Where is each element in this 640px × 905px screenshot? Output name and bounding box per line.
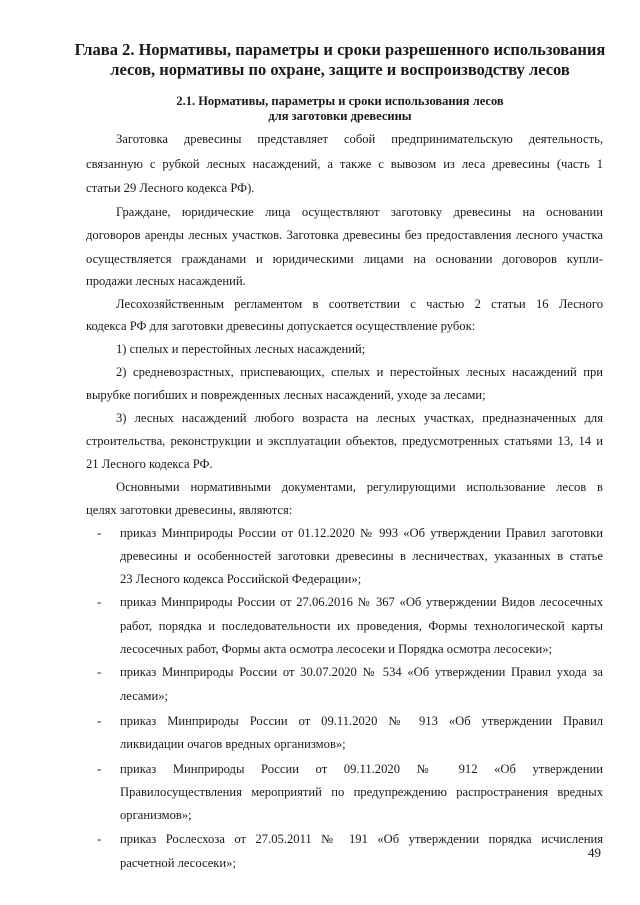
section-title-line: для заготовки древесины [268, 109, 412, 123]
bullet-item-line: древесины и особенностей заготовки древесины в лесничествах, указанных в статье [120, 549, 603, 563]
bullet-dash: - [97, 761, 102, 776]
bullet-item: приказ Минприроды России от 01.12.2020 № 993 «Об утверждении Правил заготовки [120, 526, 603, 540]
bullet-item-line: лесами»; [120, 689, 169, 703]
paragraph-line: статьи 29 Лесного кодекса РФ). [86, 181, 255, 195]
paragraph-line: осуществляется гражданами и юридическими лицами на основании договоров купли- [86, 252, 603, 266]
bullet-item: приказ Минприроды России от 09.11.2020 № 913 «Об утверждении Правил [120, 714, 603, 728]
bullet-item-line: лесосечных работ, Формы акта осмотра лесосеки и Порядка осмотра лесосеки»; [120, 642, 553, 656]
bullet-item: приказ Минприроды России от 27.06.2016 № 367 «Об утверждении Видов лесосечных [120, 595, 603, 609]
list-item-line: строительства, реконструкции и эксплуатации объектов, предусмотренных статьями 13, 14 и [86, 434, 603, 448]
paragraph-line: Заготовка древесины представляет собой предпринимательскую деятельность, [116, 132, 603, 146]
paragraph-line: связанную с рубкой лесных насаждений, а также с вывозом из леса древесины (часть 1 [86, 157, 603, 171]
paragraph-line: целях заготовки древесины, являются: [86, 503, 293, 517]
bullet-item: приказ Рослесхоза от 27.05.2011 № 191 «Об утверждении порядка исчисления [120, 832, 603, 846]
bullet-item-line: ликвидации очагов вредных организмов»; [120, 737, 346, 751]
bullet-item-line: организмов»; [120, 808, 192, 822]
bullet-item-line: Правилосуществления мероприятий по предупреждению распространения вредных [120, 785, 603, 799]
paragraph-line: Лесохозяйственным регламентом в соответствии с частью 2 статьи 16 Лесного [116, 297, 603, 311]
bullet-dash: - [97, 594, 102, 609]
section-title [90, 94, 590, 124]
chapter-title [60, 40, 620, 80]
paragraph-line: кодекса РФ для заготовки древесины допускается осуществление рубок: [86, 319, 476, 333]
bullet-item-line: расчетной лесосеки»; [120, 856, 236, 870]
bullet-item: приказ Минприроды России от 09.11.2020 № 912 «Об утверждении [120, 762, 603, 776]
bullet-dash: - [97, 713, 102, 728]
list-item: 2) средневозрастных, приспевающих, спелых и перестойных лесных насаждений при [116, 365, 603, 379]
list-item-line: вырубке погибших и поврежденных лесных насаждений, уходе за лесами; [86, 388, 486, 402]
bullet-item-line: 23 Лесного кодекса Российской Федерации»; [120, 572, 362, 586]
paragraph-line: договоров аренды лесных участков. Заготовка древесины без предоставления лесного участка [86, 228, 603, 242]
list-item-line: 21 Лесного кодекса РФ. [86, 457, 213, 471]
bullet-item-line: работ, порядка и последовательности их проведения, Формы технологической карты [120, 619, 603, 633]
list-item: 1) спелых и перестойных лесных насаждений; [116, 342, 366, 356]
paragraph-line: продажи лесных насаждений. [86, 274, 246, 288]
bullet-dash: - [97, 525, 102, 540]
paragraph-line: Основными нормативными документами, регулирующими использование лесов в [116, 480, 603, 494]
bullet-dash: - [97, 831, 102, 846]
section-title-line: 2.1. Нормативы, параметры и сроки использования лесов [176, 94, 504, 108]
page-number: 49 [588, 845, 601, 860]
chapter-title-line: лесов, нормативы по охране, защите и воспроизводству лесов [110, 60, 570, 79]
bullet-dash: - [97, 664, 102, 679]
bullet-item: приказ Минприроды России от 30.07.2020 № 534 «Об утверждении Правил ухода за [120, 665, 603, 679]
chapter-title-line: Глава 2. Нормативы, параметры и сроки разрешенного использования [74, 40, 606, 59]
list-item: 3) лесных насаждений любого возраста на лесных участках, предназначенных для [116, 411, 603, 425]
paragraph-line: Граждане, юридические лица осуществляют заготовку древесины на основании [116, 205, 603, 219]
